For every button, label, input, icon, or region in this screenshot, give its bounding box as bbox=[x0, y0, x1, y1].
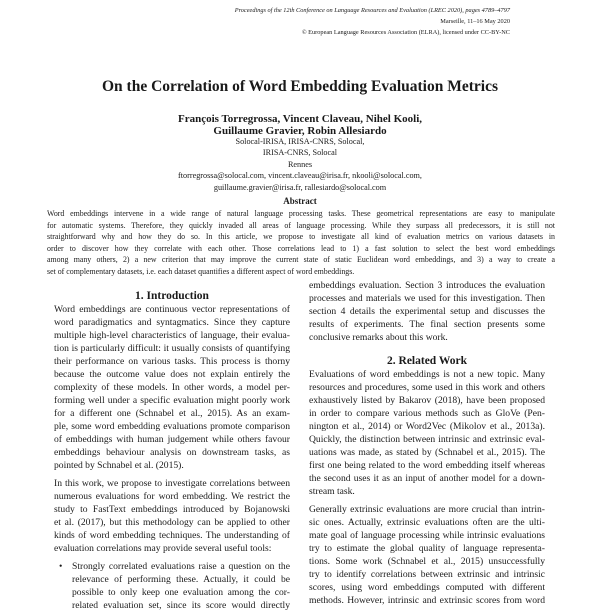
text-line: in order to compare various methods such as GloVe (Pen- bbox=[309, 408, 545, 419]
text-line: sic ones. Actually, extrinsic evaluations often are the ulti- bbox=[309, 517, 545, 528]
emails-line: guillaume.gravier@irisa.fr, rallesiardo@solocal.com bbox=[213, 183, 387, 192]
paper-title: On the Correlation of Word Embedding Evaluation Metrics bbox=[102, 78, 498, 95]
text-line: because the outcome value does not explain entirely the bbox=[54, 369, 290, 380]
text-line: uations was made, as stated by (Schnabel et al., 2015). The bbox=[309, 447, 545, 458]
text-line: evaluation correlations may provide several useful tools: bbox=[54, 543, 272, 554]
text-line: pointed by Schnabel et al. (2015). bbox=[54, 460, 184, 471]
text-line: In this work, we propose to investigate correlations between bbox=[54, 478, 290, 489]
text-line: order to discover how they correlate with each other. Those correlations lead to 1) a fast solution to select the best word embeddings bbox=[47, 243, 555, 253]
text-line: nington et al., 2014) or Word2Vec (Mikolov et al., 2013a). bbox=[309, 421, 545, 432]
text-line: methods. However, intrinsic and extrinsic scores from word bbox=[309, 595, 545, 606]
text-line: numerous evaluations for word embedding. We restrict the bbox=[54, 491, 290, 502]
text-line: try to identify correlations between extrinsic and intrinsic bbox=[309, 569, 545, 580]
text-line: tions. Some work (Schnabel et al., 2015) unsuccessfully bbox=[309, 556, 545, 567]
right-column bbox=[309, 279, 545, 607]
text-line: et al. (2017), but this methodology can be applied to other bbox=[54, 517, 290, 528]
text-line: first one being related to the word embedding itself whereas bbox=[309, 460, 545, 471]
affiliation-line: Solocal-IRISA, IRISA-CNRS, Solocal, bbox=[235, 137, 365, 146]
text-line: relevance of performing these. Actually, it could be bbox=[72, 574, 290, 585]
abstract-body bbox=[47, 208, 555, 278]
text-line: for automatic systems. Therefore, they quickly invaded all areas of language processing. While they surpass all predecessors, it is still not bbox=[47, 220, 555, 230]
left-column bbox=[54, 289, 290, 612]
text-line: forming well under a specific evaluation might poorly work bbox=[54, 395, 290, 406]
proceedings-line: Proceedings of the 12th Conference on Language Resources and Evaluation (LREC 2020), pages 4789–4797 bbox=[234, 7, 510, 14]
paragraph bbox=[54, 303, 290, 472]
text-line: study to FastText embeddings introduced by Bojanowski bbox=[54, 504, 290, 515]
abstract-heading: Abstract bbox=[283, 196, 317, 206]
text-line: kinds of word embedding techniques. The understanding of bbox=[54, 530, 290, 541]
bullet-icon: • bbox=[59, 561, 63, 572]
section-heading-introduction: 1. Introduction bbox=[135, 290, 209, 302]
text-line: mate goal of language processing while intrinsic evaluations bbox=[309, 530, 545, 541]
text-line: possible to only keep one evaluation among the cor- bbox=[72, 587, 290, 598]
text-line: embeddings evaluation. Section 3 introduces the evaluation bbox=[309, 280, 545, 291]
text-line: exhaustively listed by Bakarov (2018), have been proposed bbox=[309, 395, 545, 406]
text-line: straightforward why and how they do so. In this article, we propose to investigate all kind of evaluation metrics on various datasets in bbox=[47, 232, 555, 242]
text-line: results of experiments. The final section presents some bbox=[309, 319, 545, 330]
text-line: processes and materials we used for this investigation. Then bbox=[309, 293, 545, 304]
paragraph bbox=[309, 279, 545, 344]
text-line: conclusive remarks about this work. bbox=[309, 332, 448, 343]
text-line: for a different one (Schnabel et al., 2015). As an exam- bbox=[54, 408, 290, 419]
text-line: of embeddings with human judgement while others favour bbox=[54, 434, 290, 445]
authors-line-1: François Torregrossa, Vincent Claveau, Nihel Kooli, bbox=[177, 113, 423, 125]
bullet-item bbox=[54, 560, 290, 612]
text-line: embeddings behaviour analysis on downstream tasks, as bbox=[54, 447, 290, 458]
text-line: Evaluations of word embeddings is not a new topic. Many bbox=[309, 369, 545, 380]
text-line: related evaluation set, since its score would directly bbox=[72, 600, 290, 611]
text-line: among many others, 2) a new criterion that may improve the current state of static Euclidean word embeddings, and 3) a way to create a bbox=[47, 255, 555, 265]
emails-line: ftorregrossa@solocal.com, vincent.claveau@irisa.fr, nkooli@solocal.com, bbox=[178, 171, 422, 180]
text-line: Strongly correlated evaluations raise a question on the bbox=[72, 561, 290, 572]
license-line: © European Language Resources Association (ELRA), licensed under CC-BY-NC bbox=[301, 29, 510, 36]
text-line: try to estimate the global quality of language representa- bbox=[309, 543, 545, 554]
affiliation-line: IRISA-CNRS, Solocal bbox=[262, 148, 338, 157]
authors-line-2: Guillaume Gravier, Robin Allesiardo bbox=[213, 125, 387, 137]
text-line: multiple high-level characteristics of language, their evalua- bbox=[54, 330, 290, 341]
location-line: Marseille, 11–16 May 2020 bbox=[440, 18, 510, 25]
text-line: their performance on various tasks. This process is thorny bbox=[54, 356, 290, 367]
location-text: Rennes bbox=[287, 160, 313, 169]
section-heading-related-work: 2. Related Work bbox=[387, 355, 467, 367]
text-line: Word embeddings intervene in a wide range of natural language processing tasks. These geometrical representations are easy to manipulate bbox=[47, 209, 555, 218]
text-line: Word embeddings are continuous vector representations of bbox=[54, 304, 290, 315]
text-line: stream task. bbox=[309, 486, 355, 497]
text-line: ple, some word embedding evaluations promote comparison bbox=[54, 421, 290, 432]
text-line: the second uses it as an input of another model for a down- bbox=[309, 473, 545, 484]
text-line: set of complementary datasets, i.e. each dataset quantifies a different aspect of word embeddings. bbox=[47, 266, 355, 276]
paragraph bbox=[309, 503, 545, 607]
text-line: scores, using word embeddings computed with different bbox=[309, 582, 545, 593]
text-line: resources and procedures, some used in this work and others bbox=[309, 382, 545, 393]
paragraph bbox=[54, 477, 290, 555]
text-line: word paradigmatics and syntagmatics. Since they capture bbox=[54, 317, 290, 328]
text-line: Quickly, the distinction between intrinsic and extrinsic eval- bbox=[309, 434, 545, 445]
text-line: Generally extrinsic evaluations are more crucial than intrin- bbox=[309, 504, 545, 515]
text-line: section 4 details the experimental setup and discusses the bbox=[309, 306, 545, 317]
text-line: tion is particularly difficult: it usually consists of quantifying bbox=[54, 343, 290, 354]
text-line: complexity of these models. In other words, a model per- bbox=[54, 382, 290, 393]
paragraph bbox=[309, 368, 545, 498]
